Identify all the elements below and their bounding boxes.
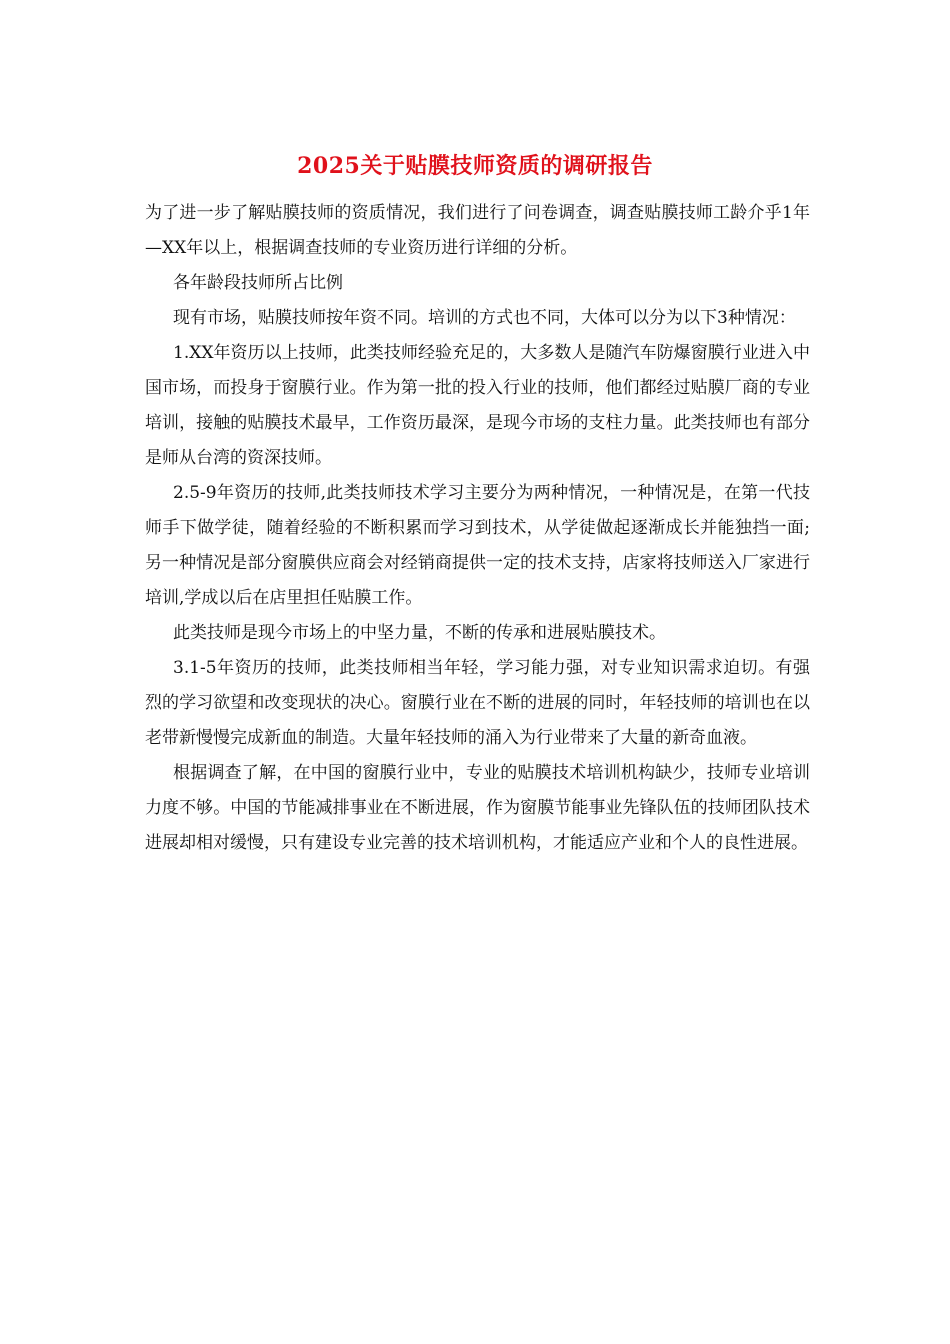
senior-technician-paragraph: 1.XX年资历以上技师，此类技师经验充足的，大多数人是随汽车防爆窗膜行业进入中国市场，而投身于窗膜行业。作为第一批的投入行业的技师，他们都经过贴膜厂商的专业培训，接触的贴膜技术最早，工作资历最深，是现今市场的支柱力量。此类技师也有部分是师从台湾的资深技师。 bbox=[145, 343, 810, 468]
junior-technician-paragraph: 3.1-5年资历的技师，此类技师相当年轻，学习能力强，对专业知识需求迫切。有强烈的学习欲望和改变现状的决心。窗膜行业在不断的进展的同时，年轻技师的培训也在以老带新慢慢完成新血的制造。大量年轻技师的涌入为行业带来了大量的新奇血液。 bbox=[145, 658, 810, 748]
intro-paragraph: 为了进一步了解贴膜技师的资质情况，我们进行了问卷调查，调查贴膜技师工龄介乎1年—XX年以上，根据调查技师的专业资历进行详细的分析。 bbox=[145, 203, 810, 258]
market-paragraph: 现有市场，贴膜技师按年资不同。培训的方式也不同，大体可以分为以下3种情况： bbox=[173, 308, 796, 328]
document-title: 2025关于贴膜技师资质的调研报告 bbox=[297, 153, 653, 179]
document-body bbox=[145, 196, 810, 861]
mid-technician-summary: 此类技师是现今市场上的中坚力量，不断的传承和进展贴膜技术。 bbox=[173, 623, 666, 643]
chart-caption: 各年龄段技师所占比例 bbox=[173, 273, 343, 293]
conclusion-paragraph: 根据调查了解，在中国的窗膜行业中，专业的贴膜技术培训机构缺少，技师专业培训力度不够。中国的节能减排事业在不断进展，作为窗膜节能事业先锋队伍的技师团队技术进展却相对缓慢，只有建设专业完善的技术培训机构，才能适应产业和个人的良性进展。 bbox=[145, 763, 810, 853]
mid-technician-paragraph: 2.5-9年资历的技师,此类技师技术学习主要分为两种情况，一种情况是，在第一代技师手下做学徒，随着经验的不断积累而学习到技术，从学徒做起逐渐成长并能独挡一面;另一种情况是部分窗膜供应商会对经销商提供一定的技术支持，店家将技师送入厂家进行培训,学成以后在店里担任贴膜工作。 bbox=[145, 483, 810, 608]
